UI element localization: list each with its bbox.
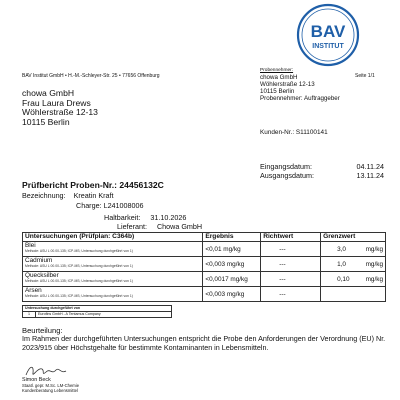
bav-institut-logo — [296, 3, 360, 67]
analyte-method: Methode: ASU L 00.00-135; ICP-MS; Untersuchung durchgeführt von 1) — [25, 294, 133, 298]
recipient-line: chowa GmbH — [22, 88, 75, 98]
analyte-name: Cadmium — [25, 257, 53, 264]
richtwert-value: --- — [279, 261, 286, 268]
kunden-nr: Kunden-Nr.: S11100141 — [260, 129, 328, 136]
ausgang-value: 13.11.24 — [356, 171, 384, 181]
richtwert-value: --- — [279, 246, 286, 253]
lieferant-row — [117, 222, 202, 232]
grenzwert-value: 1,0 — [337, 261, 346, 268]
probennehmer-line: Probennehmer: Auftraggeber — [260, 94, 340, 102]
analyte-method: Methode: ASU L 00.00-135; ICP-MS; Untersuchung durchgeführt von 1) — [25, 264, 133, 268]
eingang-value: 04.11.24 — [356, 162, 384, 171]
table-row — [23, 257, 386, 272]
ausgang-label: Ausgangsdatum: — [260, 171, 314, 181]
recipient-line: Wöhlerstraße 12-13 — [22, 107, 98, 118]
probennehmer-line: chowa GmbH — [260, 73, 298, 81]
grenzwert-unit: mg/kg — [365, 261, 383, 268]
result-value: <0,01 mg/kg — [205, 246, 241, 253]
bezeichnung-label: Bezeichnung: — [22, 191, 66, 200]
signer-role: Kundenberatung Lebensmittel — [22, 387, 78, 393]
lieferant-label: Lieferant: — [117, 222, 147, 231]
charge: Charge: L241008006 — [76, 201, 144, 210]
analyte-name: Arsen — [25, 287, 42, 294]
analyte-name: Blei — [25, 242, 36, 249]
signer-name: Simon Beck — [22, 377, 51, 383]
beurteilung-text: Im Rahmen der durchgeführten Untersuchungen entspricht die Probe den Anforderungen der Verordnung (EU) Nr. 2023/915 über Höchstgehalte für bestimmte Kontaminanten in Lebensmitteln. — [22, 334, 386, 352]
probennehmer-label: Probennehmer: — [260, 68, 294, 73]
beurteilung-heading: Beurteilung: — [22, 326, 63, 335]
grenzwert-value: 0,10 — [337, 276, 350, 283]
logo-line2: INSTITUT — [312, 43, 344, 50]
probennehmer-line: 10115 Berlin — [260, 87, 295, 95]
col-ergebnis: Ergebnis — [203, 233, 261, 242]
eingang-label: Eingangsdatum: — [260, 162, 312, 171]
dates-block — [260, 162, 384, 181]
signer-title: Staatl. gepr. M.Sc. LM-Chemie — [22, 382, 80, 388]
grenzwert-unit: mg/kg — [365, 276, 383, 283]
analyte-method: Methode: ASU L 00.00-135; ICP-MS; Untersuchung durchgeführt von 1) — [25, 279, 133, 283]
table-row — [23, 272, 386, 287]
sender-line: BAV Institut GmbH • H.-M.-Schleyer-Str. 25 • 77656 Offenburg — [22, 73, 160, 79]
report-title: Prüfbericht Proben-Nr.: 24456132C — [22, 180, 164, 190]
results-table — [22, 232, 386, 302]
col-untersuchungen: Untersuchungen (Prüfplan: C364b) — [23, 233, 203, 242]
lab-note-table — [22, 305, 172, 318]
grenzwert-unit: mg/kg — [365, 246, 383, 253]
col-richtwert: Richtwert — [261, 233, 321, 242]
note-number: 1 — [23, 312, 36, 318]
logo-line1: BAV — [310, 22, 346, 41]
richtwert-value: --- — [279, 291, 286, 298]
richtwert-value: --- — [279, 276, 286, 283]
haltbarkeit-label: Haltbarkeit: — [104, 213, 141, 222]
signer-block — [22, 378, 79, 393]
recipient-line: 10115 Berlin — [22, 116, 70, 127]
result-value: <0,003 mg/kg — [205, 291, 245, 298]
result-value: <0,003 mg/kg — [205, 261, 245, 268]
col-grenzwert: Grenzwert — [321, 233, 386, 242]
haltbarkeit-value: 31.10.2026 — [150, 213, 187, 222]
probennehmer-line: Wöhlerstraße 12-13 — [260, 80, 315, 88]
note-header: Untersuchung durchgeführt von — [23, 306, 172, 312]
table-header-row — [23, 233, 386, 242]
table-row — [23, 242, 386, 257]
analyte-method: Methode: ASU L 00.00-135; ICP-MS; Untersuchung durchgeführt von 1) — [25, 249, 133, 253]
beurteilung-section — [22, 326, 386, 352]
recipient-address — [22, 89, 98, 127]
note-value: Eurofins GmbH - A Tentamus Company — [36, 312, 172, 318]
recipient-line: Frau Laura Drews — [22, 97, 91, 108]
probennehmer-block — [260, 68, 340, 102]
bezeichnung-value: Kreatin Kraft — [73, 191, 114, 200]
grenzwert-value: 3,0 — [337, 246, 346, 253]
page-label: Seite 1/1 — [355, 73, 375, 79]
lieferant-value: Chowa GmbH — [156, 222, 203, 231]
result-value: <0,0017 mg/kg — [205, 276, 248, 283]
bezeichnung-row — [22, 191, 114, 201]
table-row — [23, 287, 386, 302]
analyte-name: Quecksilber — [25, 272, 59, 279]
